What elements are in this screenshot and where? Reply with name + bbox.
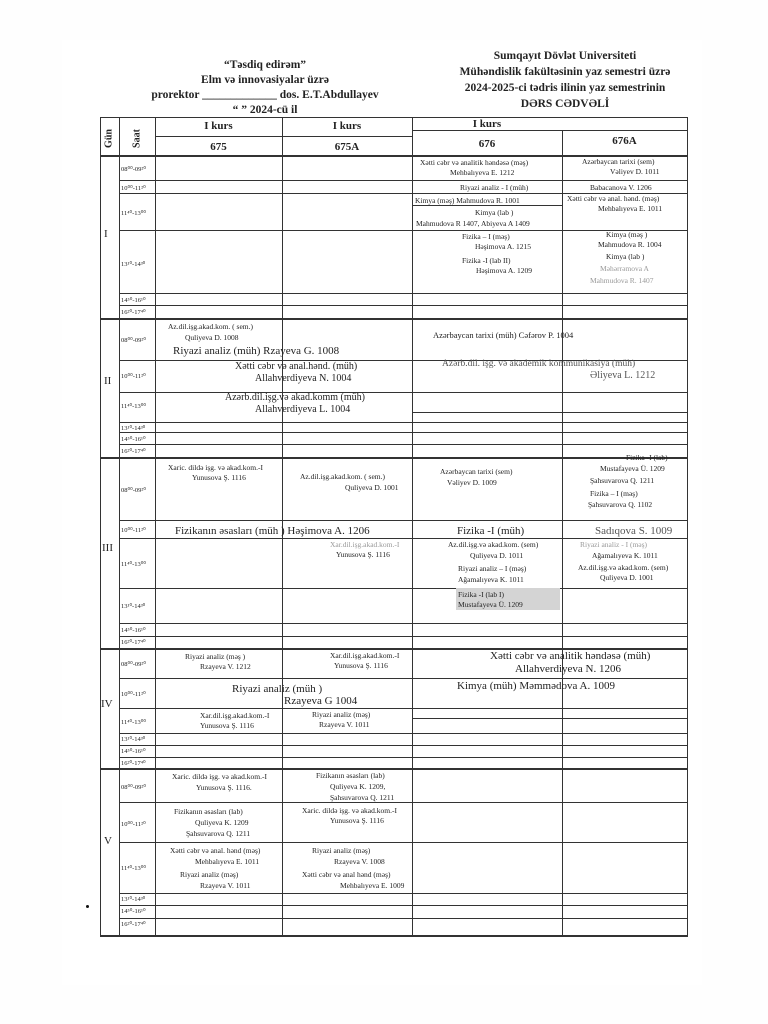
class-entry: Fizika -I (müh) bbox=[457, 525, 525, 537]
class-entry: Azərbaycan tarixi (sem) bbox=[582, 157, 655, 166]
time-slot: 10⁰⁰-11²⁰ bbox=[121, 185, 146, 192]
class-entry: Quliyeva D. 1001 bbox=[600, 573, 654, 582]
class-entry: Rzayeva V. 1212 bbox=[200, 662, 251, 671]
time-slot: 13¹⁰-14³⁰ bbox=[121, 261, 146, 268]
day-separator bbox=[100, 318, 687, 320]
class-entry: Mahmudova R. 1407 bbox=[590, 276, 654, 285]
table-line bbox=[100, 117, 687, 118]
class-entry: Şahsuvarova Q. 1102 bbox=[588, 500, 653, 509]
time-slot: 11⁴⁰-13⁰⁰ bbox=[121, 865, 147, 872]
table-line bbox=[562, 130, 563, 935]
class-entry: Vəliyev D. 1009 bbox=[447, 478, 497, 487]
class-entry: Kimya (məş ) bbox=[606, 230, 648, 239]
row-line bbox=[119, 905, 687, 906]
header-day: Gün bbox=[103, 129, 115, 148]
class-entry: Fizika – I (məş) bbox=[462, 232, 510, 241]
time-slot: 13¹⁰-14³⁰ bbox=[121, 896, 146, 903]
class-entry: Yunusova Ş. 1116 bbox=[200, 721, 254, 730]
time-slot: 14⁵⁰-16¹⁰ bbox=[121, 297, 146, 304]
time-slot: 16²⁰-17⁴⁰ bbox=[121, 448, 146, 455]
class-entry: Mahmudova R 1407, Abiyeva A 1409 bbox=[416, 219, 530, 228]
row-line bbox=[119, 588, 687, 589]
class-entry: Mehbalıyeva E. 1009 bbox=[340, 881, 405, 890]
day-label: III bbox=[102, 542, 113, 554]
class-entry: Xətti cəbr və anal. hənd (məş) bbox=[170, 846, 261, 855]
class-entry: Xətti cəbr və analitik həndəsə (müh) bbox=[490, 650, 651, 662]
class-entry: Əliyeva L. 1212 bbox=[590, 370, 656, 381]
table-line bbox=[100, 117, 101, 937]
row-line bbox=[119, 893, 687, 894]
academic-year-line: 2024-2025-ci tədris ilinin yaz semestrinin bbox=[464, 82, 666, 94]
row-line bbox=[119, 305, 687, 306]
class-entry: Məhərrəmova A bbox=[600, 264, 649, 273]
class-entry: Kimya (lab ) bbox=[606, 252, 645, 261]
class-entry: Yunusova Ş. 1116 bbox=[192, 473, 246, 482]
class-entry: Kimya (müh) Məmmədova A. 1009 bbox=[457, 680, 615, 692]
class-entry: Yunusova Ş. 1116 bbox=[330, 816, 384, 825]
class-entry: Həşimova A. 1215 bbox=[475, 242, 532, 251]
class-entry: Fizikanın əsasları (lab) bbox=[316, 771, 385, 780]
class-entry: Mustafayeva Ü. 1209 bbox=[458, 600, 523, 609]
class-entry: Ağamalıyeva K. 1011 bbox=[458, 575, 524, 584]
class-entry: Az.dil.işg.akad.kom. ( sem.) bbox=[300, 472, 385, 481]
class-entry: Quliyeva K. 1209 bbox=[195, 818, 249, 827]
row-line bbox=[119, 432, 687, 433]
row-line bbox=[412, 205, 562, 206]
class-entry: Riyazi analiz (müh) Rzayeva G. 1008 bbox=[173, 345, 340, 357]
time-slot: 08⁰⁰-09²⁰ bbox=[121, 337, 146, 344]
class-entry: Azərbaycan tarixi (sem) bbox=[440, 467, 513, 476]
approval-signer: prorektor _____________ dos. E.T.Abdullayev bbox=[151, 89, 379, 101]
class-entry: Rzayeva V. 1011 bbox=[319, 720, 370, 729]
class-entry: Şahsuvarova Q. 1211 bbox=[590, 476, 655, 485]
class-entry: Fizika -I (lab II) bbox=[462, 256, 511, 265]
class-entry: Riyazi analiz - I (məş) bbox=[580, 540, 648, 549]
approval-title: “Təsdiq edirəm” bbox=[223, 59, 307, 71]
class-entry: Rzayeva V. 1011 bbox=[200, 881, 251, 890]
approval-date: “ ” 2024-cü il bbox=[232, 104, 298, 116]
class-entry: Mahmudova R. 1004 bbox=[598, 240, 662, 249]
class-entry: Quliyeva D. 1008 bbox=[185, 333, 239, 342]
class-entry: Riyazi analiz - I (müh) bbox=[460, 183, 529, 192]
class-entry: Yunusova Ş. 1116. bbox=[196, 783, 252, 792]
class-entry: Allahverdiyeva N. 1206 bbox=[515, 663, 621, 675]
class-entry: Həşimova A. 1209 bbox=[476, 266, 533, 275]
class-entry: Xətti cəbr və anal. hənd. (məş) bbox=[567, 194, 660, 203]
row-line bbox=[119, 757, 687, 758]
class-entry: Fizika -I (lab) bbox=[626, 453, 668, 462]
class-entry: Xar.dil.işg.akad.kom.-I bbox=[330, 651, 400, 660]
approval-block bbox=[120, 58, 410, 118]
row-line bbox=[119, 802, 687, 803]
class-entry: Mehbalıyeva E. 1011 bbox=[598, 204, 663, 213]
time-slot: 13¹⁰-14³⁰ bbox=[121, 736, 146, 743]
class-entry: Azərbaycan tarixi (müh) Cəfərov P. 1004 bbox=[433, 330, 574, 340]
class-entry: Riyazi analiz (məş) bbox=[312, 710, 371, 719]
row-line bbox=[119, 538, 687, 539]
row-line bbox=[119, 230, 687, 231]
table-line bbox=[100, 935, 687, 937]
class-entry: Babacanova V. 1206 bbox=[590, 183, 652, 192]
class-entry: Allahverdiyeva L. 1004 bbox=[255, 404, 351, 415]
time-slot: 10⁰⁰-11²⁰ bbox=[121, 691, 146, 698]
course-header-675A: I kurs bbox=[332, 120, 362, 132]
class-entry: Mehbalıyeva E. 1212 bbox=[450, 168, 515, 177]
class-entry: Vəliyev D. 1011 bbox=[610, 167, 660, 176]
class-entry: Quliyeva K. 1209, bbox=[330, 782, 386, 791]
day-label: IV bbox=[101, 698, 113, 710]
class-entry: Mehbalıyeva E. 1011 bbox=[195, 857, 260, 866]
faculty-line: Mühəndislik fakültəsinin yaz semestri üzrə bbox=[459, 66, 671, 78]
row-line bbox=[119, 444, 687, 445]
class-entry: Şahsuvarova Q. 1211 bbox=[330, 793, 395, 802]
time-slot: 11⁴⁰-13⁰⁰ bbox=[121, 561, 147, 568]
row-line bbox=[119, 678, 687, 679]
time-slot: 11⁴⁰-13⁰⁰ bbox=[121, 210, 147, 217]
class-entry: Kimya (lab ) bbox=[475, 208, 514, 217]
class-entry: Mustafayeva Ü. 1209 bbox=[600, 464, 665, 473]
time-slot: 11⁴⁰-13⁰⁰ bbox=[121, 719, 147, 726]
row-line bbox=[119, 918, 687, 919]
time-slot: 14⁵⁰-16¹⁰ bbox=[121, 908, 146, 915]
class-entry: Quliyeva D. 1001 bbox=[345, 483, 399, 492]
time-slot: 11⁴⁰-13⁰⁰ bbox=[121, 403, 147, 410]
row-line bbox=[119, 392, 687, 393]
time-slot: 13¹⁰-14³⁰ bbox=[121, 425, 146, 432]
document-title-block bbox=[420, 48, 710, 112]
table-line bbox=[155, 136, 412, 137]
class-entry: Xətti cəbr və anal.hənd. (müh) bbox=[235, 361, 358, 372]
day-label: V bbox=[104, 835, 112, 847]
time-slot: 13¹⁰-14³⁰ bbox=[121, 603, 146, 610]
course-header-675: I kurs bbox=[204, 120, 233, 132]
header-time: Saat bbox=[131, 129, 143, 148]
time-slot: 16²⁰-17⁴⁰ bbox=[121, 309, 146, 316]
class-entry: Şahsuvarova Q. 1211 bbox=[186, 829, 251, 838]
row-line bbox=[119, 520, 687, 521]
group-675: 675 bbox=[210, 141, 227, 153]
schedule-title: DƏRS CƏDVƏLİ bbox=[520, 98, 610, 110]
class-entry: Ağamalıyeva K. 1011 bbox=[592, 551, 658, 560]
class-entry: Yunusova Ş. 1116 bbox=[336, 550, 390, 559]
time-slot: 08⁰⁰-09²⁰ bbox=[121, 784, 146, 791]
row-line bbox=[119, 293, 687, 294]
row-line bbox=[119, 842, 687, 843]
group-676A: 676A bbox=[612, 135, 637, 147]
group-676: 676 bbox=[478, 138, 496, 150]
paper-sheet bbox=[62, 40, 702, 985]
time-slot: 16²⁰-17⁴⁰ bbox=[121, 760, 146, 767]
time-slot: 08⁰⁰-09²⁰ bbox=[121, 487, 146, 494]
time-slot: 14⁵⁰-16¹⁰ bbox=[121, 627, 146, 634]
row-line bbox=[119, 745, 687, 746]
class-entry: Fizikanın əsasları (lab) bbox=[174, 807, 243, 816]
row-line bbox=[119, 180, 687, 181]
class-entry: Azərb.dil. işg. və akademik kommunikasiya (müh) bbox=[442, 359, 636, 369]
class-entry: Riyazi analiz (məş ) bbox=[185, 652, 246, 661]
class-entry: Xaric. dildə işg. və akad.kom.-I bbox=[302, 806, 397, 815]
class-entry: Riyazi analiz (müh ) bbox=[232, 683, 323, 695]
university-name: Sumqayıt Dövlət Universiteti bbox=[493, 50, 637, 62]
row-line bbox=[119, 623, 687, 624]
class-entry: Xaric. dildə işg. və akad.kom.-I bbox=[168, 463, 263, 472]
row-line bbox=[412, 718, 687, 719]
row-line bbox=[119, 422, 687, 423]
time-slot: 10⁰⁰-11²⁰ bbox=[121, 821, 146, 828]
class-entry: Xətti cəbr və analitik həndəsə (məş) bbox=[420, 158, 529, 167]
class-entry: Az.dil.işg.və akad.kom. (sem) bbox=[448, 540, 539, 549]
table-line bbox=[155, 117, 156, 937]
time-slot: 14⁵⁰-16¹⁰ bbox=[121, 748, 146, 755]
table-line bbox=[119, 117, 120, 937]
day-label: I bbox=[104, 228, 108, 240]
time-slot: 16²⁰-17⁴⁰ bbox=[121, 921, 146, 928]
class-entry: Fizika – I (məş) bbox=[590, 489, 638, 498]
day-separator bbox=[100, 457, 687, 459]
time-slot: 10⁰⁰-11²⁰ bbox=[121, 373, 146, 380]
table-line bbox=[412, 130, 687, 131]
course-header-676: I kurs bbox=[472, 118, 502, 130]
table-line bbox=[412, 117, 413, 937]
day-separator bbox=[100, 768, 687, 770]
class-entry: Azərb.dil.işg.və akad.komm (müh) bbox=[225, 392, 365, 403]
class-entry: Sadıqova S. 1009 bbox=[595, 525, 673, 537]
time-slot: 14⁵⁰-16¹⁰ bbox=[121, 436, 146, 443]
row-line bbox=[119, 733, 687, 734]
class-entry: Xar.dil.işg.akad.kom.-I bbox=[330, 540, 400, 549]
class-entry: Xar.dil.işg.akad.kom.-I bbox=[200, 711, 270, 720]
class-entry: Allahverdiyeva N. 1004 bbox=[255, 373, 352, 384]
class-entry: Kimya (məş) Mahmudova R. 1001 bbox=[415, 196, 520, 205]
table-line bbox=[687, 117, 688, 937]
time-slot: 08⁰⁰-09²⁰ bbox=[121, 661, 146, 668]
class-entry: Yunusova Ş. 1116 bbox=[334, 661, 388, 670]
class-entry: Rzayeva G 1004 bbox=[284, 695, 358, 707]
class-entry: Riyazi analiz (məş) bbox=[312, 846, 371, 855]
approval-subtitle: Elm və innovasiyalar üzrə bbox=[201, 74, 329, 86]
day-label: II bbox=[104, 375, 112, 387]
class-entry: Xətti cəbr və anal hənd (məş) bbox=[302, 870, 391, 879]
class-entry: Riyazi analiz (məş) bbox=[180, 870, 239, 879]
time-slot: 16²⁰-17⁴⁰ bbox=[121, 639, 146, 646]
time-slot: 08⁰⁰-09²⁰ bbox=[121, 166, 146, 173]
row-line bbox=[412, 412, 687, 413]
class-entry: Rzayeva V. 1008 bbox=[334, 857, 385, 866]
group-675A: 675A bbox=[334, 141, 360, 153]
ink-dot bbox=[86, 905, 89, 908]
class-entry: Az.dil.işg.akad.kom. ( sem.) bbox=[168, 322, 253, 331]
class-entry: Az.dil.işg.və akad.kom. (sem) bbox=[578, 563, 669, 572]
class-entry: Xaric. dildə işg. və akad.kom.-I bbox=[172, 772, 267, 781]
class-entry: Fizika -I (lab I) bbox=[458, 590, 505, 599]
class-entry: Quliyeva D. 1011 bbox=[470, 551, 524, 560]
row-line bbox=[119, 708, 687, 709]
time-slot: 10⁰⁰-11²⁰ bbox=[121, 527, 146, 534]
class-entry: Riyazi analiz – I (məş) bbox=[458, 564, 527, 573]
class-entry: Fizikanın əsasları (müh ) Həşimova A. 1206 bbox=[175, 525, 370, 537]
row-line bbox=[119, 636, 687, 637]
